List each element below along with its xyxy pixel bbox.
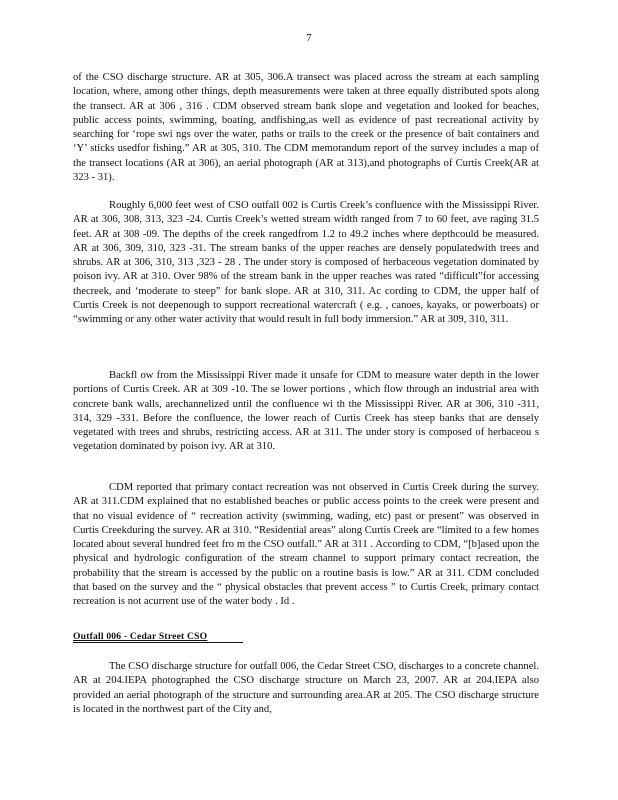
section-heading-outfall-006: Outfall 006 - Cedar Street CSO [73, 631, 243, 643]
paragraph-curtis-creek-lower: Backfl ow from the Mississippi River made it unsafe for CDM to measure water depth in the lower portions of Curtis Creek. AR at 309 -10. The se lower portions , which flow through an industrial area with concrete bank walls, arechannelized until the confluence wi th the Mississippi River. AR at 306, 310 -311, 314, 329 -331. Before the confluence, the lower reach of Curtis Creek has steep banks that are densely vegetated with trees and shrubs, restricting access. AR at 311. The under story is composed of herbaceou s vegetation dominated by poison ivy. AR at 310. [73, 370, 539, 453]
paragraph-curtis-creek-upper: Roughly 6,000 feet west of CSO outfall 002 is Curtis Creek’s confluence with the Mississippi River. AR at 306, 308, 313, 323 -24. Curtis Creek’s wetted stream width ranged from 7 to 60 feet, ave raging 31.5 feet. AR at 308 -09. The depths of the creek rangedfrom 1.2 to 49.2 inches where depthcould be measured. AR at 306, 309, 310, 323 -31. The stream banks of the upper reaches are densely populatedwith trees and shrubs. AR at 306, 310, 313 ,323 - 28 . The under story is composed of herbaceous vegetation dominated by poison ivy. AR at 310. Over 98% of the stream bank in the upper reaches was rated “difficult”for accessing thecreek, and ‘moderate to steep” for bank slope. AR at 310, 311. Ac cording to CDM, the upper half of Curtis Creek is not deepenough to support recreational watercraft ( e.g. , canoes, kayaks, or powerboats) or “swimming or any other water activity that would result in full body immersion.” AR at 309, 310, 311. [73, 200, 539, 326]
page-number: 7 [306, 32, 312, 44]
paragraph-cdm-findings: CDM reported that primary contact recreation was not observed in Curtis Creek during the survey. AR at 311.CDM explained that no established beaches or public access points to the creek were present and that no visual evidence of “ recreation activity (swimming, wading, etc) past or present” was observed in Curtis Creekduring the survey. AR at 310. “Residential areas” along Curtis Creek are “limited to a few homes located about several hundred feet fro m the CSO outfall.” AR at 311 . According to CDM, “[b]ased upon the physical and hydrologic configuration of the stream channel to support primary contact recreation, the probability that the stream is accessed by the public on a routine basis is low.” AR at 311. CDM concluded that based on the survey and the “ physical obstacles that prevent access ” to Curtis Creek, primary contact recreation is not acurrent use of the water body . Id . [73, 482, 539, 608]
paragraph-transect-method: of the CSO discharge structure. AR at 305, 306.A transect was placed across the stream at each sampling location, where, among other things, depth measurements were taken at three equally distributed spots along the transect. AR at 306 , 316 . CDM observed stream bank slope and vegetation and looked for beaches, public access points, swimming, boating, andfishing,as well as evidence of past recreational activity by searching for ‘rope swi ngs over the water, paths or trails to the creek or the presence of bait containers and ‘Y’ sticks usedfor fishing.” AR at 305, 310. The CDM memorandum report of the survey includes a map of the transect locations (AR at 306), an aerial photograph (AR at 313),and photographs of Curtis Creek(AR at 323 - 31). [73, 72, 539, 184]
paragraph-outfall-006: The CSO discharge structure for outfall 006, the Cedar Street CSO, discharges to a concrete channel. AR at 204.IEPA photographed the CSO discharge structure on March 23, 2007. AR at 204.IEPA also provided an aerial photograph of the structure and surrounding area.AR at 205. The CSO discharge structure is located in the northwest part of the City and, [73, 661, 539, 715]
